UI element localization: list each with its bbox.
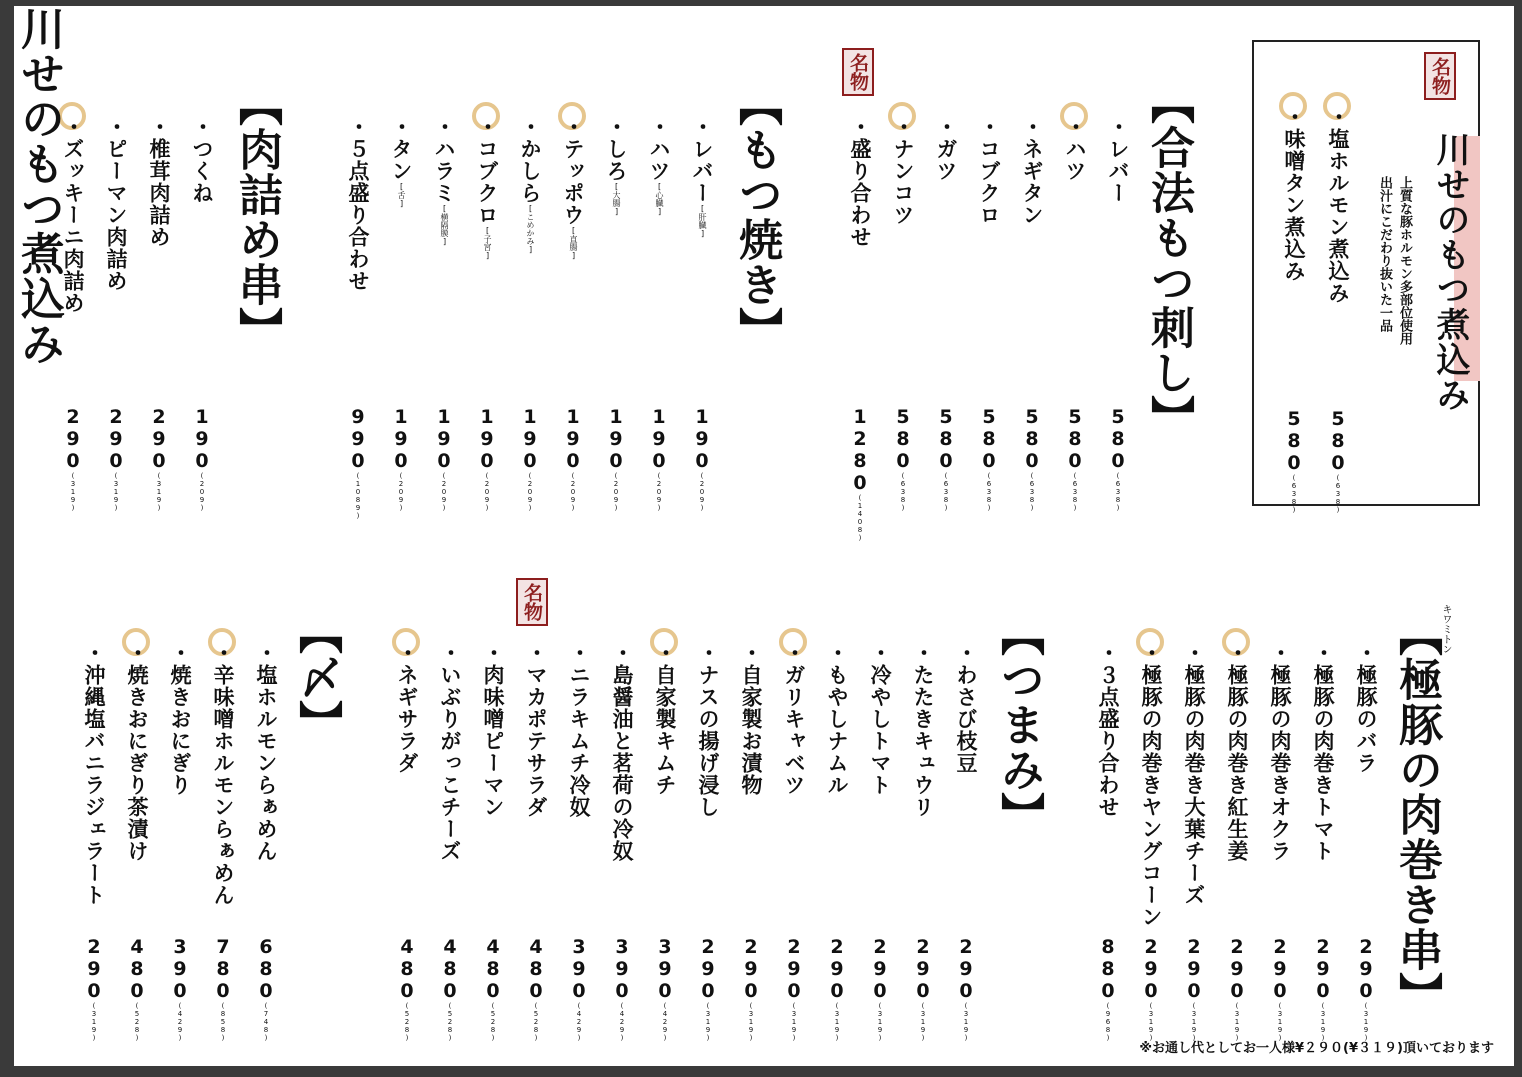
kiwamiton-item[interactable]	[1225, 642, 1249, 862]
tsumami-item[interactable]	[739, 642, 763, 796]
item-name: ・もやしナムル	[825, 642, 849, 796]
item-name: ・ズッキーニ肉詰め	[61, 116, 85, 314]
tsumami-price	[870, 936, 890, 1042]
price-value: 190	[390, 406, 412, 472]
item-part: [直腸]	[569, 226, 578, 260]
price-value: 290	[1183, 936, 1205, 1002]
price-value: 290	[105, 406, 127, 472]
price-value: 580	[1107, 406, 1129, 472]
price-tax: (319)	[962, 1002, 970, 1042]
item-name: ・ネギサラダ	[395, 642, 419, 774]
nikuzume-item[interactable]	[104, 116, 128, 292]
shime-title: 【〆】	[291, 610, 342, 745]
price-tax: (209)	[397, 472, 405, 512]
nikomi-desc-1: 上質な豚ホルモン多部位使用	[1397, 176, 1412, 345]
kiwamiton-item[interactable]	[1268, 642, 1292, 862]
item-name: ・テッポウ	[561, 116, 585, 226]
price-value: 580	[1327, 408, 1349, 474]
gouhou-price	[936, 406, 956, 512]
kiwamiton-price	[1141, 936, 1161, 1042]
item-name: ・島醤油と茗荷の冷奴	[610, 642, 634, 862]
nikomi-desc-2: 出汁にこだわり抜いた一品	[1377, 176, 1392, 332]
price-tax: (319)	[790, 1002, 798, 1042]
price-value: 390	[611, 936, 633, 1002]
badge-text: 名物	[847, 53, 869, 91]
item-name: ・味噌タン煮込み	[1282, 106, 1306, 282]
item-name: ・タン	[389, 116, 413, 182]
price-tax: (319)	[69, 472, 77, 512]
price-tax: (528)	[133, 1002, 141, 1042]
item-name: ・焼きおにぎり	[168, 642, 192, 796]
item-name: ・極豚のバラ	[1354, 642, 1378, 774]
tsumami-price	[698, 936, 718, 1042]
gouhou-price	[979, 406, 999, 512]
price-tax: (1089)	[354, 472, 362, 520]
motsuyaki-price	[391, 406, 411, 512]
price-value: 290	[62, 406, 84, 472]
price-value: 190	[648, 406, 670, 472]
kiwamiton-item[interactable]	[1139, 642, 1163, 928]
gouhou-item[interactable]	[848, 116, 872, 248]
kiwamiton-price	[1356, 936, 1376, 1042]
gouhou-item[interactable]	[1106, 116, 1130, 204]
price-value: 190	[562, 406, 584, 472]
price-value: 290	[1312, 936, 1334, 1002]
price-tax: (319)	[1147, 1002, 1155, 1042]
shime-price	[213, 936, 233, 1042]
price-value: 290	[1269, 936, 1291, 1002]
badge-text: 名物	[521, 583, 543, 621]
price-tax: (209)	[569, 472, 577, 512]
tsumami-item[interactable]	[524, 642, 548, 818]
shime-price	[84, 936, 104, 1042]
item-name: ・５点盛り合わせ	[346, 116, 370, 292]
item-name: ・コブクロ	[977, 116, 1001, 226]
price-tax: (209)	[526, 472, 534, 512]
kiwamiton-price	[1098, 936, 1118, 1042]
item-name: ・沖縄塩バニラジェラート	[82, 642, 106, 906]
price-value: 290	[148, 406, 170, 472]
item-part: [肝臓]	[698, 204, 707, 238]
price-value: 580	[1021, 406, 1043, 472]
price-tax: (638)	[1290, 474, 1298, 514]
tsumami-item[interactable]	[653, 642, 677, 796]
tsumami-item[interactable]	[954, 642, 978, 774]
nikuzume-price	[192, 406, 212, 512]
nikuzume-price	[106, 406, 126, 512]
tsumami-item[interactable]	[567, 642, 591, 818]
box-title: 川せのもつ煮込み	[13, 6, 64, 366]
kiwamiton-price	[1227, 936, 1247, 1042]
item-name: ・レバー	[1106, 116, 1130, 204]
price-tax: (429)	[575, 1002, 583, 1042]
motsuyaki-item[interactable]	[432, 116, 456, 246]
item-name: ・極豚の肉巻き紅生姜	[1225, 642, 1249, 862]
price-tax: (319)	[155, 472, 163, 512]
item-name: ・ネギタン	[1020, 116, 1044, 226]
item-name: ・しろ	[604, 116, 628, 182]
motsuyaki-price	[477, 406, 497, 512]
price-value: 290	[869, 936, 891, 1002]
item-name: ・塩ホルモン煮込み	[1326, 106, 1350, 304]
price-value: 290	[83, 936, 105, 1002]
price-tax: (528)	[489, 1002, 497, 1042]
nikuzume-price	[63, 406, 83, 512]
kiwamiton-item[interactable]	[1354, 642, 1378, 774]
nikuzume-price	[149, 406, 169, 512]
kiwamiton-item[interactable]	[1182, 642, 1206, 906]
price-tax: (638)	[1334, 474, 1342, 514]
price-value: 580	[1283, 408, 1305, 474]
service-charge-note: ※お通し代としてお一人様¥２９０(¥３１９)頂いております	[1139, 1041, 1494, 1056]
price-value: 780	[212, 936, 234, 1002]
tsumami-item[interactable]	[481, 642, 505, 818]
price-tax: (319)	[1233, 1002, 1241, 1042]
price-value: 190	[605, 406, 627, 472]
price-tax: (528)	[403, 1002, 411, 1042]
item-name: ・レバー	[690, 116, 714, 204]
shime-item[interactable]	[82, 642, 106, 906]
item-name: ・ガツ	[934, 116, 958, 182]
item-name: ・辛味噌ホルモンらぁめん	[211, 642, 235, 906]
item-name: ・焼きおにぎり茶漬け	[125, 642, 149, 862]
nikuzume-item[interactable]	[190, 116, 214, 204]
price-tax: (638)	[1114, 472, 1122, 512]
tsumami-item[interactable]	[395, 642, 419, 774]
price-tax: (638)	[1071, 472, 1079, 512]
motsuyaki-price	[434, 406, 454, 512]
item-name: ・わさび枝豆	[954, 642, 978, 774]
price-value: 290	[955, 936, 977, 1002]
price-value: 390	[169, 936, 191, 1002]
shime-price	[256, 936, 276, 1042]
price-tax: (209)	[483, 472, 491, 512]
motsuyaki-item[interactable]	[518, 116, 542, 254]
tsumami-item[interactable]	[868, 642, 892, 796]
gouhou-price	[850, 406, 870, 542]
price-tax: (858)	[219, 1002, 227, 1042]
item-name: ・いぶりがっこチーズ	[438, 642, 462, 862]
gouhou-price	[1108, 406, 1128, 512]
tsumami-price	[397, 936, 417, 1042]
tsumami-price	[741, 936, 761, 1042]
price-tax: (429)	[176, 1002, 184, 1042]
motsuyaki-item[interactable]	[346, 116, 370, 292]
meibutsu-badge: 名物	[1424, 52, 1456, 100]
nikomi-title: 川せのもつ煮込み	[1430, 132, 1470, 412]
motsuyaki-price	[649, 406, 669, 512]
nikuzume-item[interactable]	[147, 116, 171, 248]
price-value: 390	[568, 936, 590, 1002]
price-value: 190	[476, 406, 498, 472]
price-tax: (968)	[1104, 1002, 1112, 1042]
tsumami-title: 【つまみ】	[993, 612, 1044, 837]
price-tax: (748)	[262, 1002, 270, 1042]
motsuyaki-item[interactable]	[561, 116, 585, 260]
box-item[interactable]	[1282, 106, 1306, 282]
item-name: ・肉味噌ピーマン	[481, 642, 505, 818]
price-tax: (209)	[198, 472, 206, 512]
tsumami-item[interactable]	[610, 642, 634, 862]
price-tax: (319)	[1362, 1002, 1370, 1042]
meibutsu-badge-gouhou	[842, 48, 874, 96]
tsumami-price	[956, 936, 976, 1042]
item-name: ・コブクロ	[475, 116, 499, 226]
item-part: [舌]	[397, 182, 406, 208]
item-part: [子宮]	[483, 226, 492, 260]
tsumami-price	[483, 936, 503, 1042]
tsumami-item[interactable]	[438, 642, 462, 862]
item-part: [横隔膜]	[440, 204, 449, 246]
motsuyaki-item[interactable]	[604, 116, 628, 216]
item-name: ・自家製お漬物	[739, 642, 763, 796]
price-tax: (1408)	[856, 494, 864, 542]
item-name: ・ガリキャベツ	[782, 642, 806, 796]
price-tax: (319)	[919, 1002, 927, 1042]
gouhou-item[interactable]	[1063, 116, 1087, 182]
motsuyaki-item[interactable]	[475, 116, 499, 260]
item-name: ・つくね	[190, 116, 214, 204]
price-tax: (319)	[876, 1002, 884, 1042]
shime-item[interactable]	[125, 642, 149, 862]
gouhou-price	[893, 406, 913, 512]
gouhou-price	[1022, 406, 1042, 512]
gouhou-item[interactable]	[977, 116, 1001, 226]
item-name: ・ピーマン肉詰め	[104, 116, 128, 292]
box-price	[1328, 408, 1348, 514]
kiwamiton-title: 【極豚の肉巻き串】	[1391, 612, 1442, 1017]
kiwamiton-price	[1313, 936, 1333, 1042]
price-tax: (319)	[1319, 1002, 1327, 1042]
tsumami-item[interactable]	[696, 642, 720, 818]
price-tax: (638)	[899, 472, 907, 512]
item-name: ・マカポテサラダ	[524, 642, 548, 818]
item-name: ・極豚の肉巻きトマト	[1311, 642, 1335, 862]
box-item[interactable]	[1326, 106, 1350, 304]
tsumami-item[interactable]	[825, 642, 849, 796]
price-tax: (319)	[90, 1002, 98, 1042]
item-name: ・ハラミ	[432, 116, 456, 204]
price-value: 480	[439, 936, 461, 1002]
motsuyaki-title: 【もつ焼き】	[731, 82, 782, 352]
price-value: 290	[740, 936, 762, 1002]
price-value: 190	[191, 406, 213, 472]
item-name: ・冷やしトマト	[868, 642, 892, 796]
price-value: 990	[347, 406, 369, 472]
shime-price	[170, 936, 190, 1042]
price-value: 580	[892, 406, 914, 472]
price-value: 290	[1140, 936, 1162, 1002]
gouhou-item[interactable]	[934, 116, 958, 182]
price-value: 290	[1355, 936, 1377, 1002]
motsuyaki-price	[520, 406, 540, 512]
price-value: 290	[697, 936, 719, 1002]
item-name: ・盛り合わせ	[848, 116, 872, 248]
item-name: ・ハツ	[1063, 116, 1087, 182]
kiwamiton-item[interactable]	[1096, 642, 1120, 818]
item-name: ・かしら	[518, 116, 542, 204]
menu-page	[14, 6, 1514, 1066]
price-value: 190	[519, 406, 541, 472]
gouhou-title: 【合法もつ刺し】	[1143, 80, 1194, 440]
tsumami-price	[655, 936, 675, 1042]
price-value: 580	[1064, 406, 1086, 472]
price-value: 190	[433, 406, 455, 472]
item-part: [大腸]	[612, 182, 621, 216]
price-value: 290	[826, 936, 848, 1002]
price-tax: (638)	[985, 472, 993, 512]
motsuyaki-price	[692, 406, 712, 512]
price-tax: (319)	[1190, 1002, 1198, 1042]
price-value: 480	[126, 936, 148, 1002]
price-value: 880	[1097, 936, 1119, 1002]
item-name: ・極豚の肉巻きヤングコーン	[1139, 642, 1163, 928]
price-value: 390	[654, 936, 676, 1002]
price-value: 290	[912, 936, 934, 1002]
price-tax: (209)	[440, 472, 448, 512]
item-part: [心臓]	[655, 182, 664, 216]
motsuyaki-price	[348, 406, 368, 520]
kiwamiton-item[interactable]	[1311, 642, 1335, 862]
item-name: ・ニラキムチ冷奴	[567, 642, 591, 818]
tsumami-price	[612, 936, 632, 1042]
motsuyaki-item[interactable]	[389, 116, 413, 208]
price-tax: (429)	[618, 1002, 626, 1042]
price-value: 480	[482, 936, 504, 1002]
motsuyaki-item[interactable]	[690, 116, 714, 238]
item-name: ・ハツ	[647, 116, 671, 182]
price-value: 580	[935, 406, 957, 472]
price-tax: (319)	[112, 472, 120, 512]
gouhou-item[interactable]	[891, 116, 915, 226]
item-name: ・３点盛り合わせ	[1096, 642, 1120, 818]
tsumami-price	[526, 936, 546, 1042]
item-part: [こめかみ]	[526, 204, 535, 254]
price-tax: (319)	[1276, 1002, 1284, 1042]
price-tax: (429)	[661, 1002, 669, 1042]
kiwamiton-ruby: キワミトン	[1440, 604, 1451, 654]
tsumami-item[interactable]	[782, 642, 806, 796]
price-value: 190	[691, 406, 713, 472]
price-tax: (638)	[942, 472, 950, 512]
shime-item[interactable]	[211, 642, 235, 906]
price-value: 580	[978, 406, 1000, 472]
price-value: 680	[255, 936, 277, 1002]
price-value: 1280	[849, 406, 871, 494]
shime-item[interactable]	[254, 642, 278, 862]
gouhou-item[interactable]	[1020, 116, 1044, 226]
tsumami-price	[913, 936, 933, 1042]
price-tax: (209)	[698, 472, 706, 512]
price-tax: (319)	[704, 1002, 712, 1042]
box-price	[1284, 408, 1304, 514]
price-tax: (319)	[747, 1002, 755, 1042]
motsuyaki-price	[606, 406, 626, 512]
price-value: 480	[525, 936, 547, 1002]
item-name: ・ナスの揚げ浸し	[696, 642, 720, 818]
price-tax: (528)	[446, 1002, 454, 1042]
motsuyaki-item[interactable]	[647, 116, 671, 216]
tsumami-price	[569, 936, 589, 1042]
price-value: 290	[1226, 936, 1248, 1002]
price-tax: (209)	[612, 472, 620, 512]
item-name: ・たたきキュウリ	[911, 642, 935, 818]
tsumami-item[interactable]	[911, 642, 935, 818]
motsuyaki-price	[563, 406, 583, 512]
price-value: 480	[396, 936, 418, 1002]
item-name: ・椎茸肉詰め	[147, 116, 171, 248]
gouhou-price	[1065, 406, 1085, 512]
item-name: ・極豚の肉巻きオクラ	[1268, 642, 1292, 862]
item-name: ・自家製キムチ	[653, 642, 677, 796]
price-value: 290	[783, 936, 805, 1002]
price-tax: (319)	[833, 1002, 841, 1042]
price-tax: (209)	[655, 472, 663, 512]
meibutsu-badge-tsumami	[516, 578, 548, 626]
shime-price	[127, 936, 147, 1042]
item-name: ・極豚の肉巻き大葉チーズ	[1182, 642, 1206, 906]
shime-item[interactable]	[168, 642, 192, 796]
price-tax: (528)	[532, 1002, 540, 1042]
tsumami-price	[440, 936, 460, 1042]
item-name: ・塩ホルモンらぁめん	[254, 642, 278, 862]
nikuzume-title: 【肉詰め串】	[231, 82, 282, 352]
tsumami-price	[784, 936, 804, 1042]
item-name: ・ナンコツ	[891, 116, 915, 226]
kiwamiton-price	[1270, 936, 1290, 1042]
kiwamiton-price	[1184, 936, 1204, 1042]
tsumami-price	[827, 936, 847, 1042]
price-tax: (638)	[1028, 472, 1036, 512]
nikuzume-item[interactable]	[61, 116, 85, 314]
